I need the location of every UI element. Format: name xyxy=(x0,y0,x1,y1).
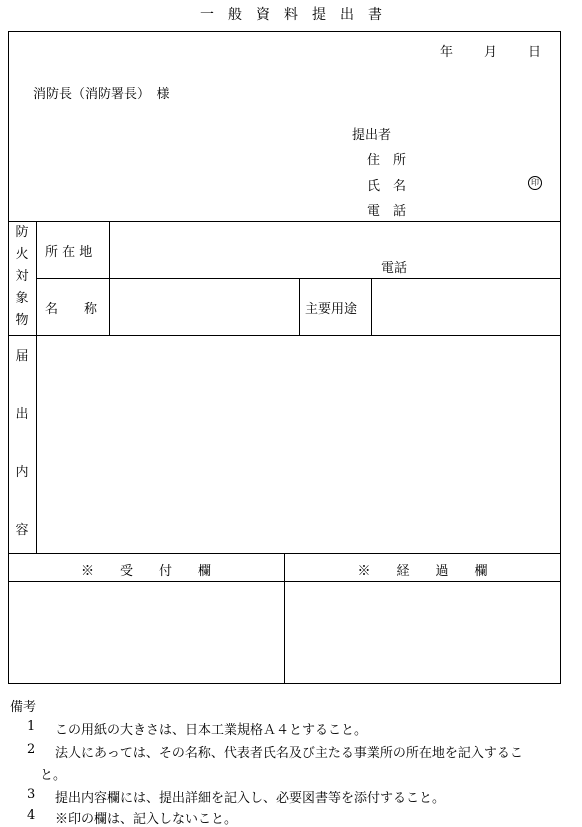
notes-title: 備考 xyxy=(10,700,37,715)
date-month: 月 xyxy=(484,45,498,60)
addressee: 消防長（消防署長） 様 xyxy=(33,87,170,102)
content-side-char: 届 xyxy=(15,349,29,364)
submitter-name-label: 氏 名 xyxy=(367,179,407,194)
divider-object-top xyxy=(8,221,561,222)
object-side-char: 物 xyxy=(15,313,29,328)
date-day: 日 xyxy=(528,45,542,60)
divider-content-side xyxy=(36,335,37,553)
note-text: ※印の欄は、記入しないこと。 xyxy=(55,812,238,827)
progress-label: ※ 経 過 欄 xyxy=(357,564,488,579)
object-side-char: 火 xyxy=(15,247,29,262)
content-side-char: 容 xyxy=(15,523,29,538)
content-side-char: 内 xyxy=(15,465,29,480)
object-side-char: 象 xyxy=(15,291,29,306)
submitter-address-label: 住 所 xyxy=(367,153,407,168)
note-text-continuation: と。 xyxy=(40,768,67,783)
note-text: 提出内容欄には、提出詳細を記入し、必要図書等を添付すること。 xyxy=(55,791,446,806)
main-use-label: 主要用途 xyxy=(305,302,358,317)
object-side-char: 対 xyxy=(15,269,29,284)
submitter-label: 提出者 xyxy=(352,128,392,143)
submitter-phone-label: 電 話 xyxy=(367,204,407,219)
object-name-label: 名 称 xyxy=(45,302,98,317)
note-number: 1 xyxy=(27,719,36,734)
location-phone-label: 電話 xyxy=(381,261,408,276)
object-side-char: 防 xyxy=(15,225,29,240)
seal-icon: 印 xyxy=(528,176,542,190)
page-title: 一 般 資 料 提 出 書 xyxy=(200,7,382,23)
divider-content-top xyxy=(8,335,561,336)
location-label: 所 在 地 xyxy=(45,245,93,260)
reception-label: ※ 受 付 欄 xyxy=(80,564,211,579)
date-year: 年 xyxy=(440,45,454,60)
note-number: 3 xyxy=(27,787,36,802)
divider-use-left xyxy=(299,278,300,335)
note-text: この用紙の大きさは、日本工業規格Ａ４とすること。 xyxy=(55,723,368,738)
note-text: 法人にあっては、その名称、代表者氏名及び主たる事業所の所在地を記入するこ xyxy=(55,746,523,761)
divider-use-right xyxy=(371,278,372,335)
note-number: 2 xyxy=(27,742,36,757)
content-side-char: 出 xyxy=(15,407,29,422)
note-number: 4 xyxy=(27,808,36,823)
